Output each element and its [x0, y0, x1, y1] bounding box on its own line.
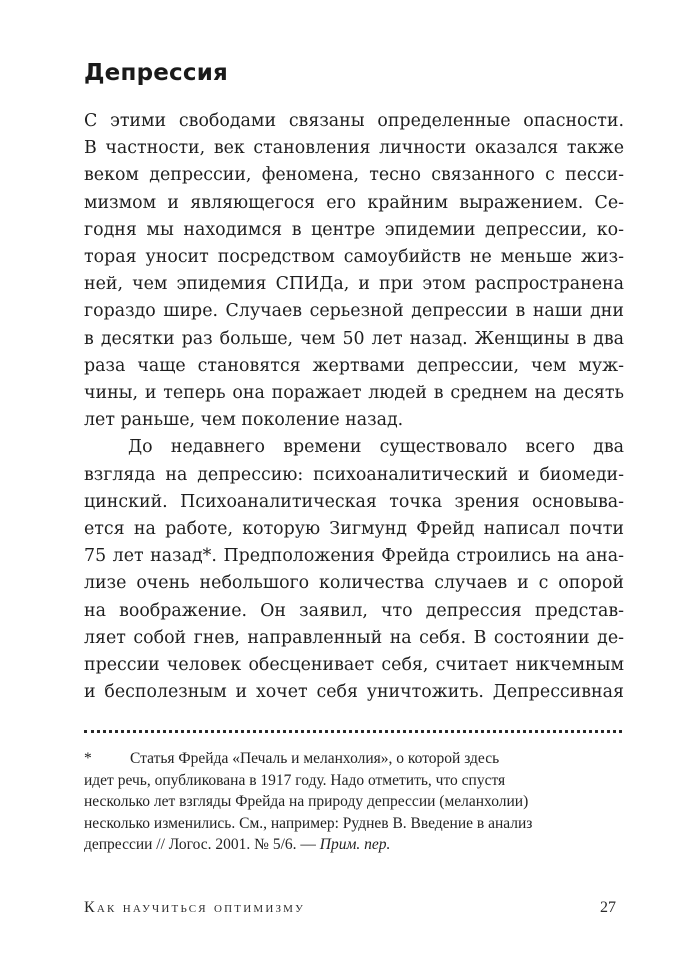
body-line: ляет собой гнев, направленный на себя. В состоянии де-	[84, 627, 624, 648]
footnote-marker: *	[84, 750, 92, 767]
footnote-line	[84, 834, 554, 856]
footnote-line: идет речь, опубликована в 1917 году. Надо отметить, что спустя	[84, 771, 506, 789]
footnote-line	[84, 748, 554, 770]
translator-note: Прим. пер.	[319, 836, 391, 854]
body-text	[84, 108, 624, 706]
body-line: взгляда на депрессию: психоаналитический и биомеди-	[84, 464, 624, 485]
paragraph-start-line: До недавнего времени существовало всего два	[128, 437, 624, 458]
body-line: В частности, век становления личности оказался также	[84, 138, 624, 159]
body-line: и бесполезным и хочет себя уничтожить. Депрессивная	[84, 682, 624, 703]
body-line: цинский. Психоаналитическая точка зрения основыва-	[84, 491, 624, 512]
footnote-text: Статья Фрейда «Печаль и меланхолия», о которой здесь	[130, 750, 500, 767]
body-line: веком депрессии, феномена, тесно связанного с песси-	[84, 165, 624, 186]
paragraph-end-line: лет раньше, чем поколение назад.	[84, 410, 404, 431]
body-line: мизмом и являющегося его крайним выражением. Се-	[84, 192, 624, 213]
body-line: прессии человек обесценивает себя, считает никчемным	[84, 655, 624, 676]
body-line: раза чаще становятся жертвами депрессии, чем муж-	[84, 355, 624, 376]
body-line: лизе очень небольшого количества случаев и с опорой	[84, 573, 624, 594]
footnote-line: несколько лет взгляды Фрейда на природу депрессии (меланхолии)	[84, 793, 529, 811]
body-line: торая уносит посредством самоубийств не меньше жиз-	[84, 247, 624, 268]
body-line: С этими свободами связаны определенные опасности.	[84, 111, 624, 131]
footnote	[84, 748, 554, 856]
body-line: ней, чем эпидемия СПИДа, и при этом распространена	[84, 274, 624, 295]
body-line: гораздо шире. Случаев серьезной депрессии в наши дни	[84, 301, 624, 322]
body-line: в десятки раз больше, чем 50 лет назад. Женщины в два	[84, 328, 624, 349]
footnote-text: депрессии // Логос. 2001. № 5/6. —	[84, 836, 320, 854]
body-line: ется на работе, которую Зигмунд Фрейд написал почти	[84, 519, 624, 540]
footnote-separator	[84, 730, 622, 733]
section-heading: Депрессия	[84, 60, 228, 86]
page-number: 27	[600, 899, 616, 916]
running-head: Как научиться оптимизму	[84, 899, 306, 916]
footnote-line: несколько изменились. См., например: Руднев В. Введение в анализ	[84, 814, 533, 832]
body-line: 75 лет назад*. Предположения Фрейда строились на ана-	[84, 546, 624, 567]
body-line: на воображение. Он заявил, что депрессия представ-	[84, 600, 624, 621]
body-line: чины, и теперь она поражает людей в среднем на десять	[84, 383, 624, 404]
body-line: годня мы находимся в центре эпидемии депрессии, ко-	[84, 219, 624, 240]
